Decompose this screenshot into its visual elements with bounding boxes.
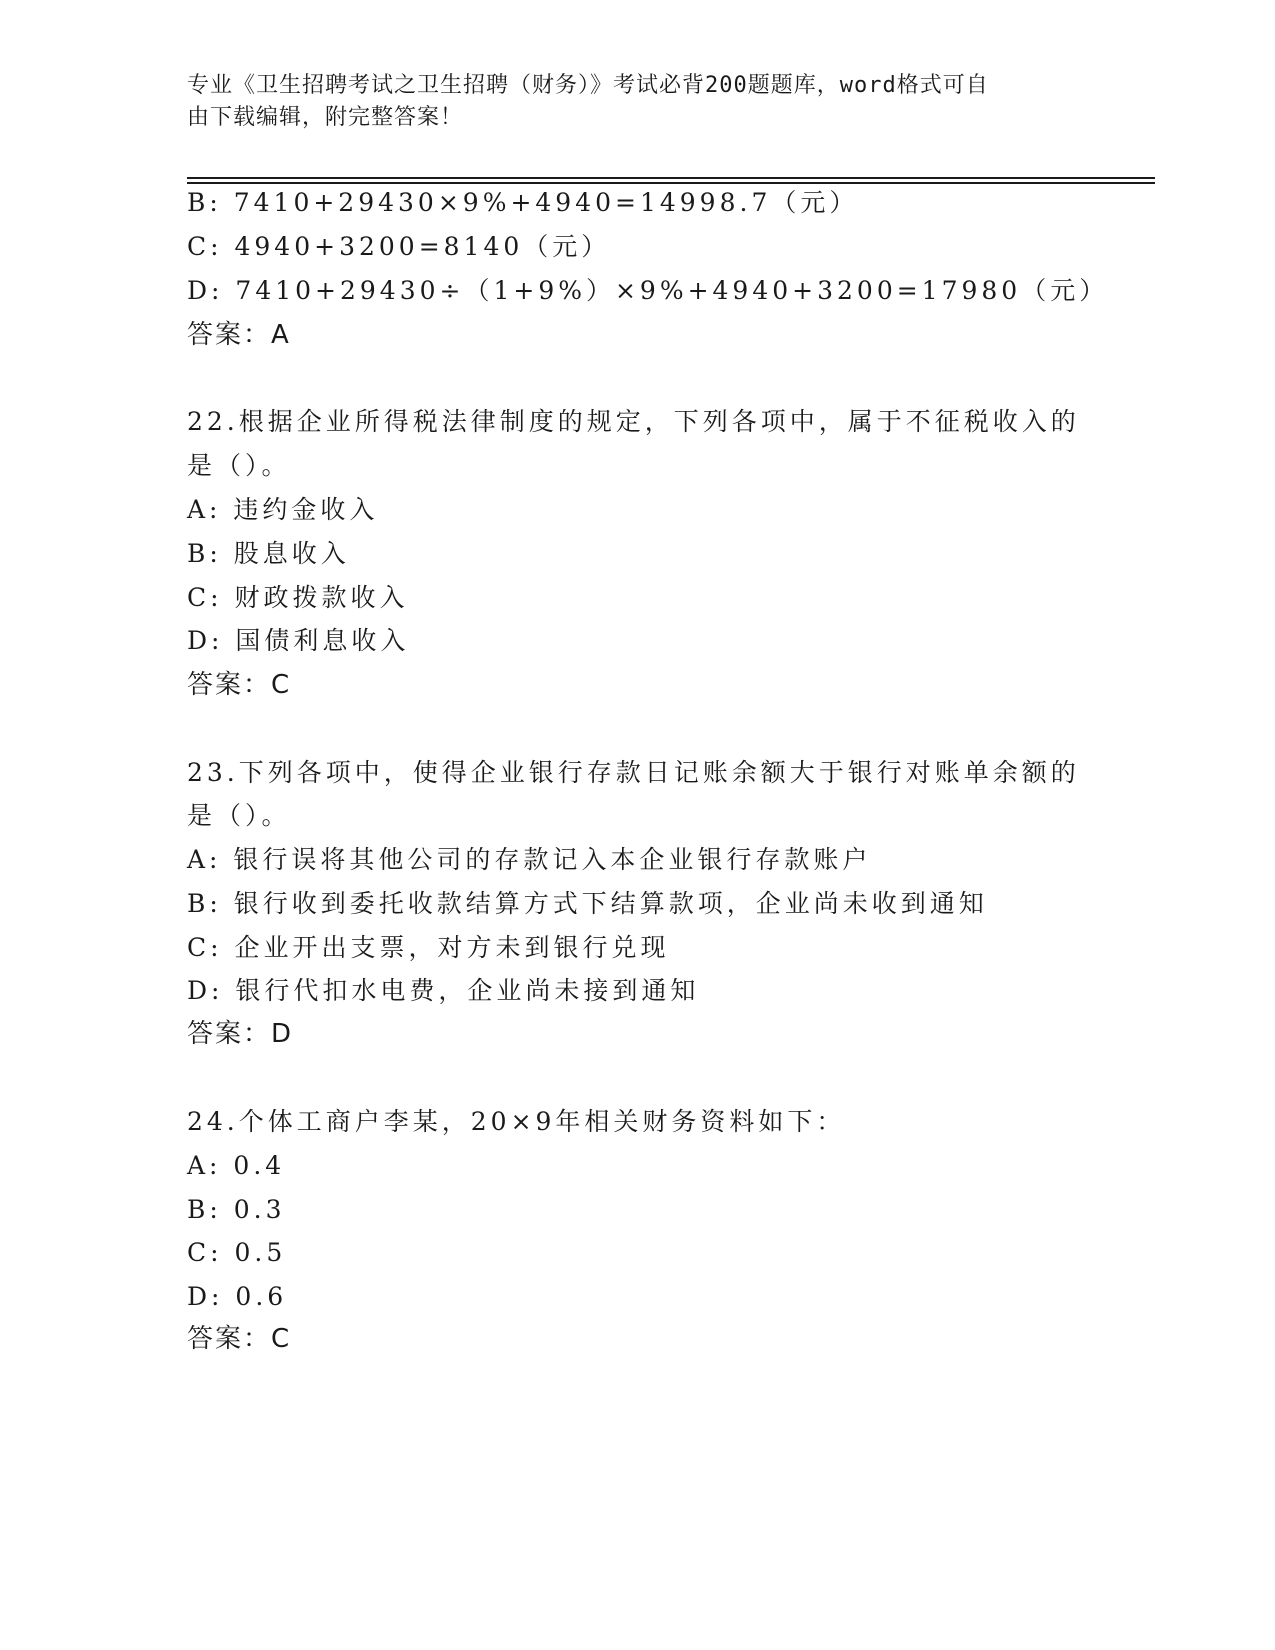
q21-answer: 答案：A [187, 320, 291, 350]
q22-answer: 答案：C [187, 670, 292, 700]
q23-question-line-1: 23.下列各项中，使得企业银行存款日记账余额大于银行对账单余额的 [187, 758, 1080, 787]
q22-question-line-1: 22.根据企业所得税法律制度的规定，下列各项中，属于不征税收入的 [187, 407, 1080, 436]
header-title-line-2: 由下载编辑，附完整答案！ [187, 105, 464, 130]
q21-option-b: B: 7410+29430×9%+4940=14998.7（元） [187, 188, 859, 217]
q23-option-b: B: 银行收到委托收款结算方式下结算款项，企业尚未收到通知 [187, 889, 988, 918]
q23-option-d: D: 银行代扣水电费，企业尚未接到通知 [187, 976, 700, 1005]
q22-question-line-2: 是（）。 [187, 451, 291, 480]
q22-option-d: D: 国债利息收入 [187, 626, 410, 655]
q23-option-a: A: 银行误将其他公司的存款记入本企业银行存款账户 [187, 845, 872, 874]
document-header [187, 70, 1067, 134]
q22-option-c: C: 财政拨款收入 [187, 583, 409, 612]
header-divider-bottom [187, 182, 1155, 184]
q24-answer: 答案：C [187, 1324, 292, 1354]
q24-question-line-1: 24.个体工商户李某，20×9年相关财务资料如下： [187, 1107, 846, 1136]
q24-option-c: C: 0.5 [187, 1238, 287, 1267]
header-title-line-1: 专业《卫生招聘考试之卫生招聘（财务）》考试必背200题题库，word格式可自 [187, 73, 989, 98]
q24-option-d: D: 0.6 [187, 1282, 288, 1311]
q23-question-line-2: 是（）。 [187, 801, 291, 830]
q24-option-b: B: 0.3 [187, 1195, 286, 1224]
q22-option-b: B: 股息收入 [187, 539, 350, 568]
q23-answer: 答案：D [187, 1019, 294, 1049]
header-divider-top [187, 177, 1155, 179]
q21-option-c: C: 4940+3200=8140（元） [187, 232, 611, 261]
q21-option-d: D: 7410+29430÷（1+9%）×9%+4940+3200=17980（元） [187, 276, 1109, 305]
q23-option-c: C: 企业开出支票，对方未到银行兑现 [187, 933, 670, 962]
q24-option-a: A: 0.4 [187, 1151, 286, 1180]
q22-option-a: A: 违约金收入 [187, 495, 379, 524]
